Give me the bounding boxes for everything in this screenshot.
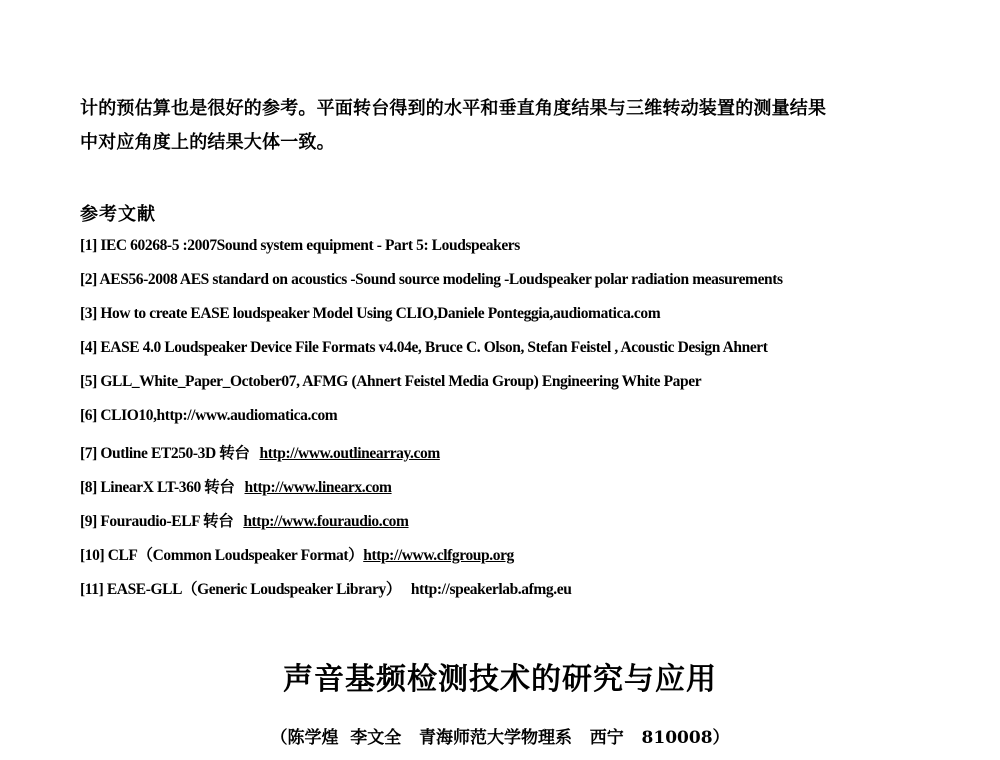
reference-item [80, 271, 960, 305]
reference-text: [10] CLF（Common Loudspeaker Format） [80, 547, 364, 564]
reference-link[interactable]: http://www.clfgroup.org [363, 547, 514, 564]
reference-text: [2] AES56-2008 AES standard on acoustics -Sound source modeling -Loudspeaker polar radiation measurements [80, 271, 783, 288]
reference-item [80, 509, 960, 543]
reference-item [80, 373, 960, 407]
paragraph-line-1: 计的预估算也是很好的参考。平面转台得到的水平和垂直角度结果与三维转动装置的测量结果 [80, 98, 827, 119]
reference-item [80, 339, 960, 373]
reference-text: [7] Outline ET250-3D 转台 [80, 445, 250, 462]
reference-text: [11] EASE-GLL（Generic Loudspeaker Library） [80, 581, 401, 598]
reference-text: [4] EASE 4.0 Loudspeaker Device File Formats v4.04e, Bruce C. Olson, Stefan Feistel , Acoustic Design Ahnert [80, 339, 768, 356]
paragraph-line-2: 中对应角度上的结果大体一致。 [80, 132, 335, 153]
article-title: 声音基频检测技术的研究与应用 [283, 662, 717, 697]
reference-text: [5] GLL_White_Paper_October07, AFMG (Ahnert Feistel Media Group) Engineering White Paper [80, 373, 702, 390]
reference-link[interactable]: http://speakerlab.afmg.eu [410, 581, 572, 598]
reference-text: [8] LinearX LT-360 转台 [80, 479, 235, 496]
reference-item [80, 577, 960, 611]
reference-text: [3] How to create EASE loudspeaker Model Using CLIO,Daniele Ponteggia,audiomatica.com [80, 305, 661, 322]
reference-item [80, 475, 960, 509]
reference-text: [9] Fouraudio-ELF 转台 [80, 513, 234, 530]
reference-list [80, 237, 960, 611]
references-heading: 参考文献 [80, 204, 156, 225]
reference-item [80, 305, 960, 339]
reference-link[interactable]: http://www.fouraudio.com [243, 513, 409, 530]
reference-link[interactable]: http://www.outlinearray.com [259, 445, 440, 462]
reference-text: [1] IEC 60268-5 :2007Sound system equipment - Part 5: Loudspeakers [80, 237, 520, 254]
reference-item [80, 543, 960, 577]
reference-item [80, 237, 960, 271]
reference-text: [6] CLIO10,http://www.audiomatica.com [80, 407, 338, 424]
article-byline: （陈学煌 李文全 青海师范大学物理系 西宁 810008） [270, 728, 730, 748]
reference-link[interactable]: http://www.linearx.com [244, 479, 392, 496]
reference-item [80, 441, 960, 475]
reference-item [80, 407, 960, 441]
